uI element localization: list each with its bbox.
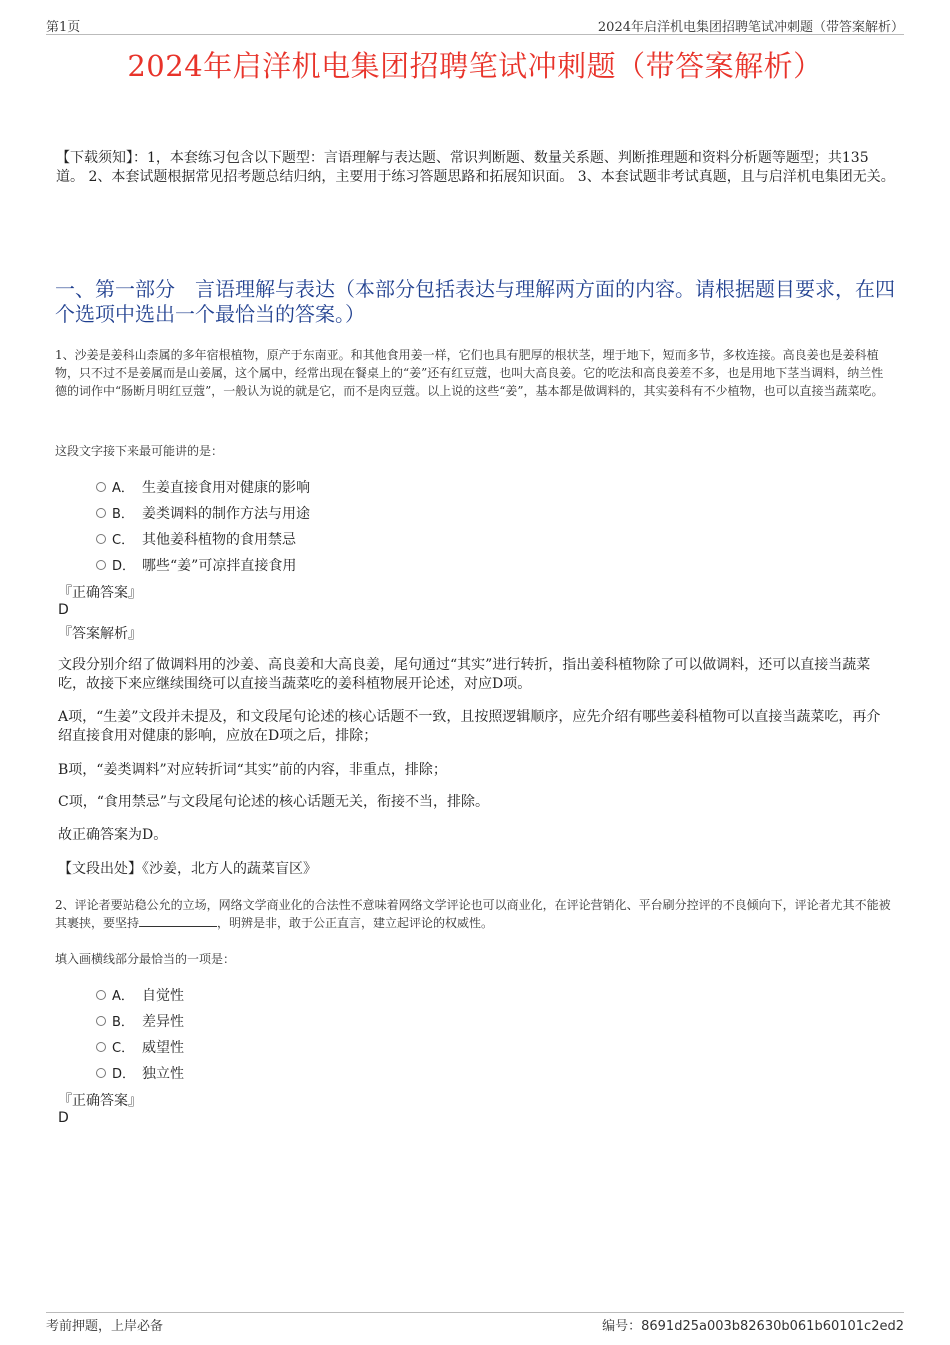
section-heading: 一、第一部分 言语理解与表达（本部分包括表达与理解两方面的内容。请根据题目要求，在四个选项中选出一个最恰当的答案。） [55, 277, 895, 326]
question-1-prompt: 这段文字接下来最可能讲的是： [55, 444, 224, 458]
q2-option-d[interactable]: D． 独立性 [96, 1063, 184, 1083]
q2-option-b[interactable]: B． 差异性 [96, 1011, 184, 1031]
question-2-stem: 2、评论者要站稳公允的立场，网络文学商业化的合法性不意味着网络文学评论也可以商业化，在评论营销化、平台刷分控评的不良倾向下，评论者尤其不能被其裹挟，要坚持 ，明辨是非，敢于公正直言，建立起评论的权威性。 [55, 898, 891, 930]
page-header [46, 14, 904, 35]
q1-option-d[interactable]: D． 哪些“姜”可凉拌直接食用 [96, 555, 296, 575]
q2-option-c[interactable]: C． 威望性 [96, 1037, 184, 1057]
q1-analysis-para: 故正确答案为D。 [58, 827, 168, 843]
radio-icon[interactable] [96, 534, 106, 544]
q1-analysis-para: C项，“食用禁忌”与文段尾句论述的核心话题无关，衔接不当，排除。 [58, 794, 490, 810]
radio-icon[interactable] [96, 1068, 106, 1078]
q1-option-b[interactable]: B． 姜类调料的制作方法与用途 [96, 503, 310, 523]
footer-slogan: 考前押题，上岸必备 [46, 1319, 164, 1334]
q1-source: 【文段出处】《沙姜，北方人的蔬菜盲区》 [58, 861, 317, 877]
fill-blank [139, 914, 217, 927]
page-footer [46, 1312, 904, 1334]
question-1-stem: 1、沙姜是姜科山柰属的多年宿根植物，原产于东南亚。和其他食用姜一样，它们也具有肥厚的根状茎，埋于地下，短而多节，多枚连接。高良姜也是姜科植物，只不过不是姜属而是山姜属，这个属中，经常出现在餐桌上的“姜”还有红豆蔻，也叫大高良姜。它的吃法和高良姜差不多，也是用地下茎当调料，纳兰性德的词作中“肠断月明红豆蔻”，一般认为说的就是它，而不是肉豆蔻。以上说的这些“姜”，基本都是做调料的，其实姜科有不少植物，也可以直接当蔬菜吃。 [55, 348, 884, 398]
document-title: 2024年启洋机电集团招聘笔试冲刺题（带答案解析） [127, 49, 823, 83]
radio-icon[interactable] [96, 482, 106, 492]
q1-option-a[interactable]: A． 生姜直接食用对健康的影响 [96, 477, 310, 497]
radio-icon[interactable] [96, 560, 106, 570]
q2-answer: D [58, 1110, 69, 1126]
q1-answer-label: 『正确答案』 [58, 585, 142, 601]
header-doc-name: 2024年启洋机电集团招聘笔试冲刺题（带答案解析） [597, 20, 904, 35]
q1-answer: D [58, 602, 69, 618]
q1-option-c[interactable]: C． 其他姜科植物的食用禁忌 [96, 529, 296, 549]
download-notice: 【下载须知】：1，本套练习包含以下题型：言语理解与表达题、常识判断题、数量关系题、判断推理题和资料分析题等题型；共135道。 2、本套试题根据常见招考题总结归纳，主要用于练习答题思路和拓展知识面。 3、本套试题非考试真题，且与启洋机电集团无关。 [56, 150, 895, 185]
page-number: 第1页 [46, 20, 81, 35]
q2-answer-label: 『正确答案』 [58, 1093, 142, 1109]
radio-icon[interactable] [96, 1042, 106, 1052]
q1-analysis-para: B项，“姜类调料”对应转折词“其实”前的内容，非重点，排除； [58, 762, 447, 778]
radio-icon[interactable] [96, 990, 106, 1000]
q2-option-a[interactable]: A． 自觉性 [96, 985, 184, 1005]
radio-icon[interactable] [96, 1016, 106, 1026]
footer-code: 编号：8691d25a003b82630b061b60101c2ed2 [602, 1319, 904, 1334]
question-2-prompt: 填入画横线部分最恰当的一项是： [55, 952, 236, 966]
q1-analysis-para: A项，“生姜”文段并未提及，和文段尾句论述的核心话题不一致，且按照逻辑顺序，应先介绍有哪些姜科植物可以直接当蔬菜吃，再介绍直接食用对健康的影响，应放在D项之后，排除； [58, 709, 881, 744]
radio-icon[interactable] [96, 508, 106, 518]
q1-analysis-label: 『答案解析』 [58, 626, 142, 642]
q1-analysis-para: 文段分别介绍了做调料用的沙姜、高良姜和大高良姜，尾句通过“其实”进行转折，指出姜科植物除了可以做调料，还可以直接当蔬菜吃，故接下来应继续围绕可以直接当蔬菜吃的姜科植物展开论述，对应D项。 [58, 657, 871, 692]
